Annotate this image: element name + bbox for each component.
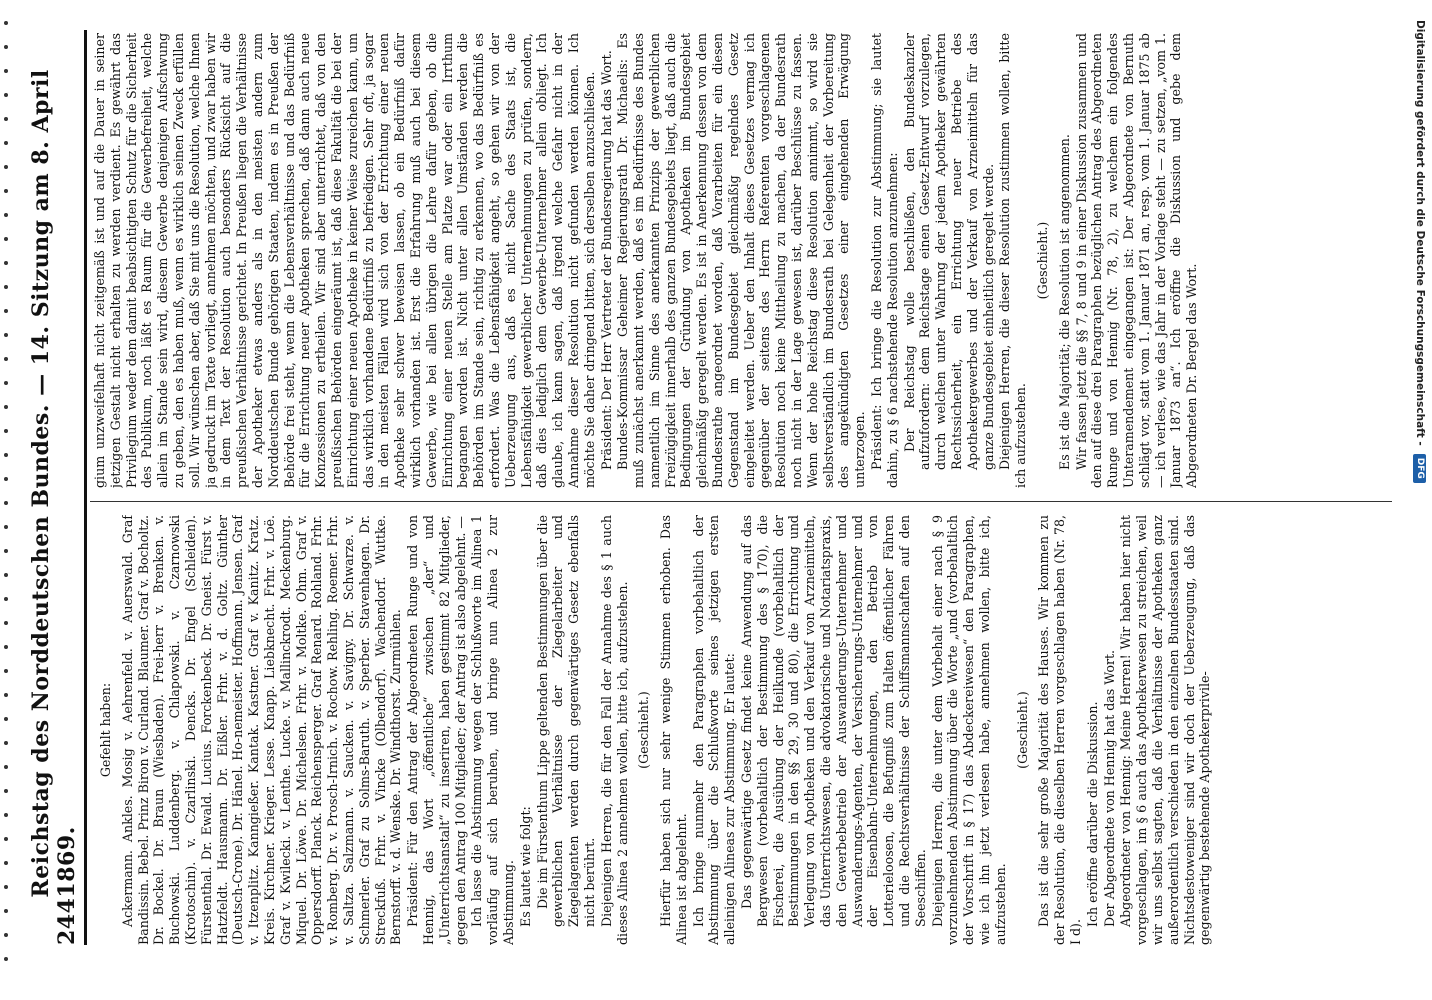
binding-dot <box>4 237 8 241</box>
paragraph: Ich eröffne darüber die Diskussion. <box>1084 701 1100 927</box>
binding-dot <box>4 765 8 769</box>
binding-dot <box>4 381 8 385</box>
running-title: Reichstag des Norddeutschen Bundes. — 14. Sitzung am 8. April 1869. <box>28 69 80 898</box>
paragraph: Hierfür haben sich nur sehr wenige Stimmen erhoben. Das Alinea ist abgelehnt. <box>658 515 689 945</box>
binding-dot <box>4 669 8 673</box>
binding-dot <box>4 693 8 697</box>
binding-dot <box>4 573 8 577</box>
binding-dot <box>4 189 8 193</box>
binding-dot <box>4 909 8 913</box>
binding-dot <box>4 837 8 841</box>
paragraph: Die im Fürstenthum Lippe geltenden Bestimmungen über die gewerblichen Verhältnisse der Ziegelarbeiter und Ziegelagenten werden durch gegenwärtiges Gesetz ebenfalls nicht berührt. <box>534 515 597 927</box>
paragraph: Das gegenwärtige Gesetz findet keine Anwendung auf das Bergwesen (vorbehaltlich der Bestimmung des § 170), die Fischerei, die Ausübung der Heilkunde (vorbehaltlich der Bestimmungen in den §§ 29, 30 und 80), die Errichtung und Verlegung von Apotheken und den Verkauf von Arzneimitteln, das Unterrichtswesen, die advokatorische und Notariatspraxis, den Gewerbebetrieb der Auswanderungs-Unternehmer und Auswanderungs-Agenten, der Versicherungs-Unternehmer und der Eisenbahn-Unternehmungen, den Betrieb von Lotterieloosen, die Befugniß zum Halten öffentlicher Fähren und die Rechtsverhältnisse der Schiffsmannschaften auf den Seeschiffen. <box>739 515 928 927</box>
binding-dot <box>4 453 8 457</box>
page-number: 244 <box>54 897 80 945</box>
binding-dot <box>4 645 8 649</box>
page-header <box>28 30 80 945</box>
binding-dot <box>4 357 8 361</box>
paragraph: Präsident: Für den Antrag der Abgeordneten Runge und von Hennig, das Wort „öffentliche“ zwischen „der“ und „Unterrichtsanstalt“ zu inseriren, haben gestimmt 82 Mitglieder, gegen den Antrag 100 Mitglieder; der Antrag ist also abgelehnt. — <box>405 515 468 945</box>
paragraph: Diejenigen Herren, die dieser Resolution zustimmen wollen, bitte ich aufzustehen. <box>997 33 1029 488</box>
binding-dot <box>4 333 8 337</box>
paragraph: Ich lasse die Abstimmung wegen der Schlußworte im Alinea 1 vorläufig auf sich beruhen, und bringe nun Alinea 2 zur Abstimmung. <box>469 515 516 945</box>
binding-dot <box>4 501 8 505</box>
binding-dot <box>4 525 8 529</box>
binding-dot <box>4 141 8 145</box>
section-note: (Geschieht.) <box>636 691 652 769</box>
paragraph: Diejenigen Herren, die für den Fall der Annahme des § 1 auch dieses Alinea 2 annehmen wollen, bitte ich, aufzustehen. <box>598 515 630 945</box>
binding-dot <box>4 621 8 625</box>
binding-dot <box>4 285 8 289</box>
binding-dot <box>4 69 8 73</box>
binding-dot <box>4 165 8 169</box>
binding-dot <box>4 429 8 433</box>
binding-dot <box>4 717 8 721</box>
paragraph: Ackermann. Ankles. Mosig v. Aehrenfeld. v. Auerswald. Graf Bandissin. Bebel. Prinz Biron v. Curland. Blaumer. Graf v. Bocholtz. Dr. Bockel. Dr. Braun (Wiesbaden). Frei-herr v. Brenken. v. Buchowski. Luddenberg. v. Chlapowski. v. Czarnowski (Krotoschin). v. Czarlinski. Dencks. Dr. Engel (Schleiden). Fürstenthal. Dr. Ewald. Lucius. Forckenbeck. Dr. Gneist. Fürst v. Hatzfeldt. Hausmann. Dr. Eißler. Frhr. v. d. Goltz. Günther (Deutsch-Crone). Dr. Hänel. Ho-nemeister. Hoffmann. Jensen. Graf v. Itzenplitz. Kanngießer. Kantak. Kastner. Graf v. Kanitz. Kratz. Kreis. Kirchner. Krieger. Lesse. Knapp. Liebknecht. Frhr. v. Loë. Graf v. Kwilecki. v. Lenthe. Lucke. v. Mallinckrodt. Meckenburg. Miquel. Dr. Löwe. Dr. Michelsen. Frhr. v. Moltke. Ohm. Graf v. Oppersdorff. Planck. Reichensperger. Graf Renard. Rohland. Frhr. v. Romberg. Dr. v. Prosch-Irnich. v. Rochow. Rehling. Roemer. Frhr. v. Saltza. Salzmann. v. Saucken. v. Savigny. Dr. Schwarze. v. Schmerler. Graf zu Solms-Baruth. v. Sperber. Stavenhagen. Dr. Streckfuß. Frhr. v. Vincke (Olbendorf). Wachendorf. Wuttke. Bernstorff. v. d. Wenske. Dr. Windthorst. Zurmühlen. <box>119 515 404 945</box>
binding-dot <box>4 45 8 49</box>
binding-dot <box>4 885 8 889</box>
binding-dot <box>4 93 8 97</box>
binding-dot <box>4 597 8 601</box>
paragraph: Präsident: Der Herr Vertreter der Bundesregierung hat das Wort. <box>598 50 614 470</box>
binding-dot <box>4 477 8 481</box>
binding-dot <box>4 957 8 961</box>
binding-dot <box>4 405 8 409</box>
binding-dot <box>4 213 8 217</box>
paragraph: Ich bringe nunmehr den Paragraphen vorbehaltlich der Abstimmung über die Schlußworte seines jetzigen ersten alleinigen Alineas zur Abstimmung. Er lautet: <box>690 515 738 945</box>
section-note: (Geschieht.) <box>1035 221 1051 300</box>
paragraph: Abgeordneter von Hennig: Meine Herren! Wir haben hier nicht vorgeschlagen, im § 6 auch das Apothekerwesen zu streichen, weil wir uns selbst sagten, daß die Verhältnisse der Apotheken ganz außerordentlich verschieden in den einzelnen Bundesstaaten sind. Nichtsdestoweniger sind wir doch der Ueberzeugung, daß das gegenwärtig bestehende Apothekerprivile- <box>1118 515 1213 945</box>
binding-dot <box>4 21 8 25</box>
column-divider <box>90 501 1392 502</box>
paragraph: Bundes-Kommissar Geheimer Regierungsrath Dr. Michaelis: Es muß zunächst anerkannt werden, daß es im Bedürfnisse des Bundes namentlich im Sinne des anerkannten Prinzips der gewerblichen Freizügigkeit innerhalb des ganzen Bundesgebiets liegt, daß auch die Bedingungen der Gründung von Apotheken im Bundesgebiet gleichmäßig geregelt werden. Es ist in Anerkennung dessen von dem Bundesrathe angeordnet worden, daß Vorarbeiten für ein diesen Gegenstand im Bundesgebiet gleichmäßig regelndes Gesetz eingeleitet werden. Ueber den Inhalt dieses Gesetzes vermag ich gegenüber der seitens des Herrn Referenten vorgeschlagenen Resolution noch keine Mittheilung zu machen, da der Bundesrath noch nicht in der Lage gewesen ist, darüber Beschlüsse zu fassen. Wenn der hohe Reichstag diese Resolution annimmt, so wird sie selbstverständlich im Bundesrath bei Gelegenheit der Vorbereitung des angekündigten Gesetzes einer eingehenden Erwägung unterzogen. <box>615 33 868 488</box>
paragraph: Präsident: Ich bringe die Resolution zur Abstimmung; sie lautet dahin, zu § 6 nachstehende Resolution anzunehmen: <box>869 33 900 488</box>
header-rule <box>84 30 87 945</box>
margin-note <box>1412 20 1428 980</box>
paragraph: Diejenigen Herren, die unter dem Vorbehalt einer nach § 9 vorzunehmenden Abstimmung über die Worte „und (vorbehaltlich der Vorschrift in § 17) das Abdeckereiwesen“ den Paragraphen, wie ich ihn jetzt verlesen habe, annehmen wollen, bitte ich, aufzustehen. <box>929 515 1008 945</box>
binding-dot <box>4 789 8 793</box>
paragraph: Es ist die Majorität; die Resolution ist angenommen. <box>1056 134 1072 470</box>
binding-dot <box>4 933 8 937</box>
paragraph: Das ist die sehr große Majorität des Hauses. Wir kommen zu der Resolution, die dieselben Herren vorgeschlagen haben (Nr. 78, I d). <box>1036 515 1084 945</box>
binding-dot <box>4 813 8 817</box>
binding-dot <box>4 741 8 745</box>
paragraph: Der Reichstag wolle beschließen, den Bundeskanzler aufzufordern: dem Reichstage einen Gesetz-Entwurf vorzulegen, durch welchen unter Wahrung der jedem Apotheker gewährten Rechtssicherheit, ein Errichtung neuer Betriebe des Apothekergewerbes und der Verkauf von Arzneimitteln für das ganze Bundesgebiet einheitlich geregelt werde. <box>901 33 996 470</box>
binding-dot <box>4 309 8 313</box>
binding-dot <box>4 261 8 265</box>
binding-dot <box>4 549 8 553</box>
binding-dot <box>4 117 8 121</box>
paragraph: Wir fassen jetzt die §§ 7, 8 und 9 in einer Diskussion zusammen und den auf diese drei Paragraphen bezüglichen Antrag des Abgeordneten Runge und von Hennig (Nr. 78, 2), zu welchem ein folgendes Unteramendement eingegangen ist: Der Abgeordnete von Bernuth schlägt vor, statt vom 1. Januar 1871 an, resp. vom 1. Januar 1875 ab — ich verlese, wie das Jahr in der Vorlage steht — zu setzen, „vom 1. Januar 1873 an“. Ich eröffne die Diskussion und gebe dem Abgeordneten Dr. Bergel das Wort. <box>1073 33 1200 488</box>
paragraph: Der Abgeordnete von Hennig hat das Wort. <box>1101 649 1117 927</box>
left-column <box>92 515 1392 945</box>
binding-dots <box>4 15 10 995</box>
margin-note-text: Digitalisierung gefördert durch die Deutsche Forschungsgemeinschaft - <box>1414 20 1426 446</box>
dfg-logo: DFG <box>1414 454 1427 483</box>
paragraph: gium unzweifelhaft nicht zeitgemäß ist und auf die Dauer in seiner jetzigen Gestalt nicht erhalten zu werden verdient. Es gewährt das Privilegium weder dem damit beabsichtigten Schutz für die Sicherheit des Publikum, noch läßt es Raum für die Gewerbefreiheit, welche allein im Stande sein wird, diesem Gewerbe denjenigen Aufschwung zu geben, den es haben muß, wenn es wirklich seinen Zweck erfüllen soll. Wir wünschen aber, daß Sie mit uns die Resolution, welche Ihnen ja gedruckt im Texte vorliegt, annehmen möchten, und zwar haben wir in dem Text der Resolution auch besonders Rücksicht auf die preußischen Verhältnisse gerichtet. In Preußen liegen die Verhältnisse der Apotheker etwas anders als in den meisten andern zum Norddeutschen Bunde gehörigen Staaten, indem es in Preußen der Behörde frei steht, wenn die Lebensverhältnisse und das Bedürfniß für die Errichtung neuer Apotheken sprechen, daß dann auch neue Konzessionen zu ertheilen. Wir sind aber unterrichtet, daß von den preußischen Behörden eingeräumt ist, daß diese Fakultät die bei der Einrichtung einer neuen Apotheke in keiner Weise zureichen kann, um das wirklich vorhandene Bedürfniß zu befriedigen. Sehr oft, ja sogar in den meisten Fällen wird sich von der Errichtung einer neuen Apotheke sehr schwer beweisen lassen, ob ein Bedürfniß dafür wirklich vorhanden ist. Erst die Erfahrung muß auch bei diesem Gewerbe, wie bei allen übrigen die Lehre dafür geben, ob die Einrichtung einer neuen Stelle am Platze war oder ein Irrthum begangen worden ist. Nicht unter allen Umständen werden die Behörden im Stande sein, richtig zu erkennen, wo das Bedürfniß es erfordert. Was die Lebensfähigkeit angeht, so gehen wir von der Ueberzeugung aus, daß es nicht Sache des Staats ist, die Lebensfähigkeit gewerblicher Unternehmungen zu prüfen, sondern, daß dies lediglich dem Gewerbe-Unternehmer allein obliegt. Ich glaube, ich kann sagen, daß irgend welche Gefahr nicht in der Annahme dieser Resolution nicht gefunden werden können. Ich möchte Sie daher dringend bitten, sich derselben anzuschließen. <box>92 33 597 488</box>
paragraph: Es lautet wie folgt: <box>517 806 533 927</box>
section-note: Gefehlt haben: <box>98 682 113 778</box>
section-note: (Geschieht.) <box>1014 691 1030 769</box>
binding-dot <box>4 861 8 865</box>
right-column <box>92 33 1392 488</box>
